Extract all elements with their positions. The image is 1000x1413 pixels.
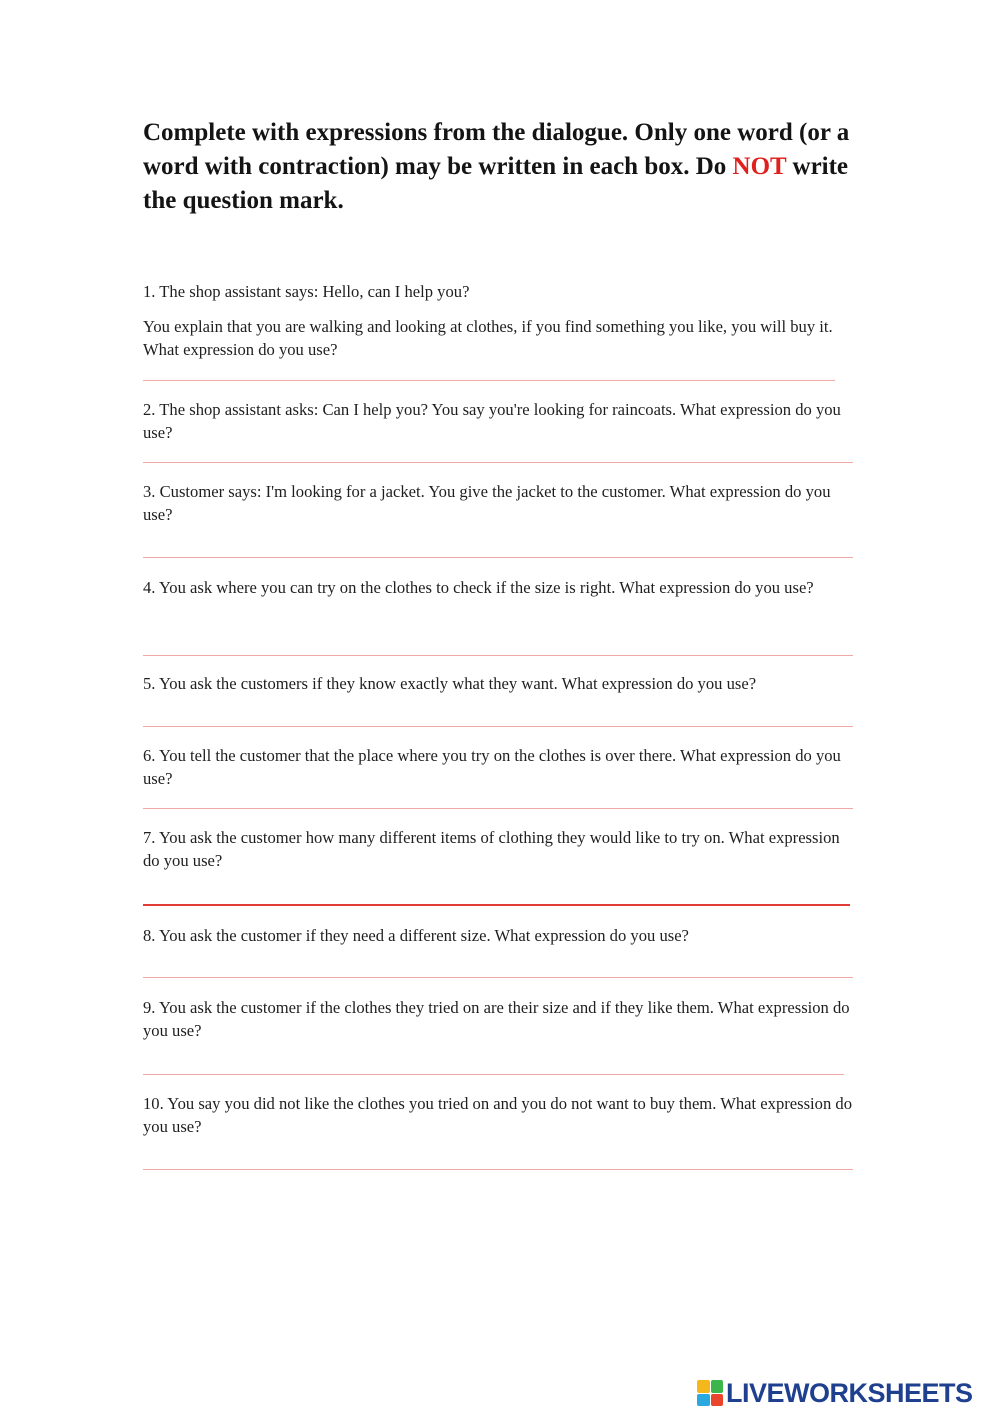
answer-line-1[interactable] [143, 380, 835, 381]
answer-line-7[interactable] [143, 904, 850, 906]
question-1-prompt: You explain that you are walking and looking at clothes, if you find something you like, you will buy it. What expression do you use? [143, 317, 833, 359]
answer-line-8[interactable] [143, 977, 853, 978]
instructions-text-part1: Complete with expressions from the dialogue. Only one word (or a word with contraction) may be written in each box. Do [143, 119, 850, 180]
liveworksheets-logo [697, 1378, 973, 1408]
question-5-prompt: 5. You ask the customers if they know exactly what they want. What expression do you use? [143, 674, 757, 693]
answer-line-5[interactable] [143, 726, 853, 727]
instructions-heading [143, 116, 873, 218]
answer-line-4[interactable] [143, 655, 853, 656]
question-1-intro: 1. The shop assistant says: Hello, can I help you? [143, 282, 470, 301]
question-2-prompt: 2. The shop assistant asks: Can I help you? You say you're looking for raincoats. What expression do you use? [143, 400, 841, 442]
question-10-prompt: 10. You say you did not like the clothes you tried on and you do not want to buy them. What expression do you use? [143, 1094, 853, 1136]
question-6-prompt: 6. You tell the customer that the place where you try on the clothes is over there. What expression do you use? [143, 746, 841, 788]
question-7-prompt: 7. You ask the customer how many different items of clothing they would like to try on. What expression do you use? [143, 828, 840, 870]
logo-text: LIVEWORKSHEETS [726, 1378, 973, 1408]
instructions-text-part2: write the question mark. [143, 153, 849, 214]
answer-line-2[interactable] [143, 462, 853, 463]
instructions-emphasis-not: NOT [732, 153, 787, 180]
answer-line-6[interactable] [143, 808, 853, 809]
answer-line-10[interactable] [143, 1169, 853, 1170]
question-3-prompt: 3. Customer says: I'm looking for a jacket. You give the jacket to the customer. What expression do you use? [143, 482, 831, 524]
question-8-prompt: 8. You ask the customer if they need a different size. What expression do you use? [143, 926, 689, 945]
question-9-prompt: 9. You ask the customer if the clothes they tried on are their size and if they like them. What expression do you use? [143, 998, 850, 1040]
answer-line-3[interactable] [143, 557, 853, 558]
liveworksheets-logo-icon [697, 1380, 723, 1406]
question-4-prompt: 4. You ask where you can try on the clothes to check if the size is right. What expression do you use? [143, 578, 814, 597]
answer-line-9[interactable] [143, 1074, 844, 1075]
